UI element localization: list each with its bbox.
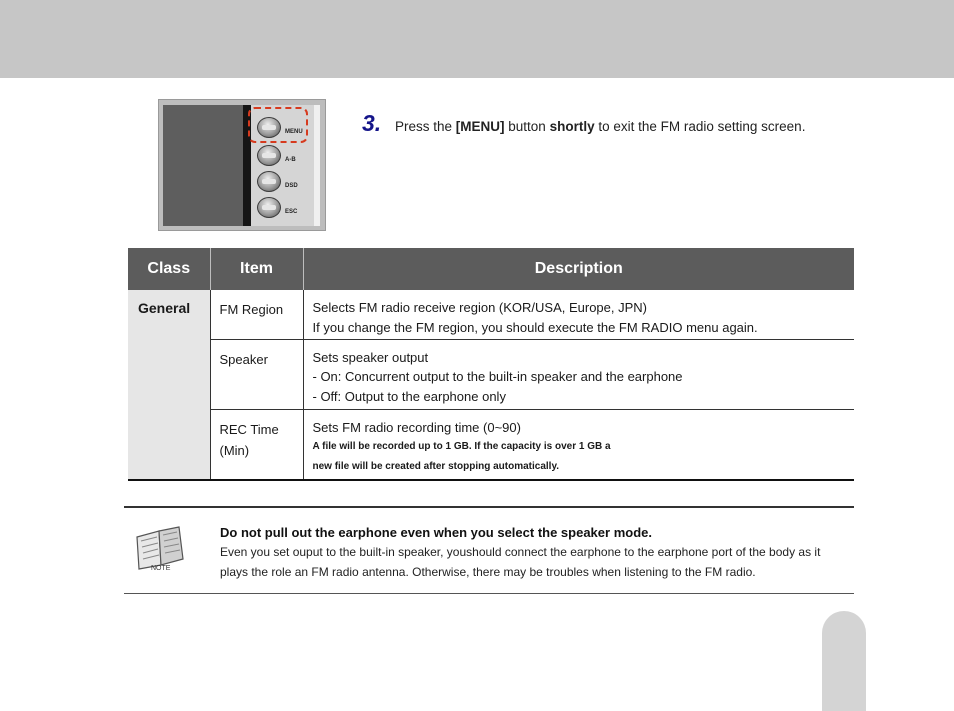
desc-line: Selects FM radio receive region (KOR/USA, Europe, JPN) bbox=[312, 300, 648, 315]
rec-time-note-line: A file will be recorded up to 1 GB. If the capacity is over 1 GB a bbox=[312, 441, 611, 452]
step-instruction bbox=[395, 119, 805, 134]
item-line: (Min) bbox=[219, 442, 250, 458]
note-divider-top bbox=[124, 506, 854, 508]
table-header-row bbox=[128, 248, 854, 290]
ab-button-label: A-B bbox=[285, 157, 296, 163]
header-band bbox=[0, 0, 954, 78]
desc-speaker bbox=[303, 339, 854, 409]
fm-settings-table bbox=[128, 248, 854, 481]
item-speaker: Speaker bbox=[210, 339, 303, 409]
rec-time-note-line: new file will be created after stopping automatically. bbox=[312, 461, 560, 472]
menu-button-label: MENU bbox=[285, 129, 303, 135]
step-text-1: Press the bbox=[395, 119, 456, 134]
dsd-button-label: DSD bbox=[285, 183, 298, 189]
header-item: Item bbox=[210, 248, 303, 290]
step-number: 3. bbox=[362, 110, 382, 136]
esc-button-label: ESC bbox=[285, 209, 298, 215]
desc-fm-region bbox=[303, 290, 854, 339]
table-row bbox=[128, 339, 854, 409]
step-shortly-keyword: shortly bbox=[549, 119, 595, 134]
header-class: Class bbox=[128, 248, 210, 290]
desc-line: If you change the FM region, you should execute the FM RADIO menu again. bbox=[312, 319, 758, 335]
page-tab bbox=[822, 611, 866, 711]
desc-line: - Off: Output to the earphone only bbox=[312, 388, 506, 404]
device-screen bbox=[163, 105, 243, 226]
table-row bbox=[128, 409, 854, 480]
ab-button-icon bbox=[257, 145, 281, 166]
desc-line: Sets FM radio recording time (0~90) bbox=[312, 419, 521, 435]
note-icon-caption: NOTE bbox=[151, 565, 171, 572]
desc-line: Sets speaker output bbox=[312, 349, 429, 365]
table-row bbox=[128, 290, 854, 339]
note-title: Do not pull out the earphone even when you select the speaker mode. bbox=[220, 525, 652, 540]
device-edge bbox=[314, 105, 320, 226]
item-fm-region: FM Region bbox=[210, 290, 303, 339]
menu-highlight-marker bbox=[248, 107, 308, 143]
item-line: REC Time bbox=[219, 421, 279, 437]
header-description: Description bbox=[303, 248, 854, 290]
esc-button-icon bbox=[257, 197, 281, 218]
note-divider-bottom bbox=[124, 593, 854, 594]
dsd-button-icon bbox=[257, 171, 281, 192]
desc-line: - On: Concurrent output to the built-in speaker and the earphone bbox=[312, 369, 683, 384]
step-text-2: button bbox=[504, 119, 550, 134]
step-menu-keyword: [MENU] bbox=[455, 119, 505, 134]
device-button-illustration bbox=[158, 99, 326, 231]
note-body: Even you set ouput to the built-in speaker, youshould connect the earphone to the earphone port of the body as it plays the role an FM radio antenna. Otherwise, there may be troubles when listening to the FM radio. bbox=[220, 545, 821, 579]
desc-rec-time bbox=[303, 409, 854, 480]
item-rec-time bbox=[210, 409, 303, 480]
class-general: General bbox=[128, 290, 210, 480]
step-text-3: to exit the FM radio setting screen. bbox=[594, 119, 806, 134]
